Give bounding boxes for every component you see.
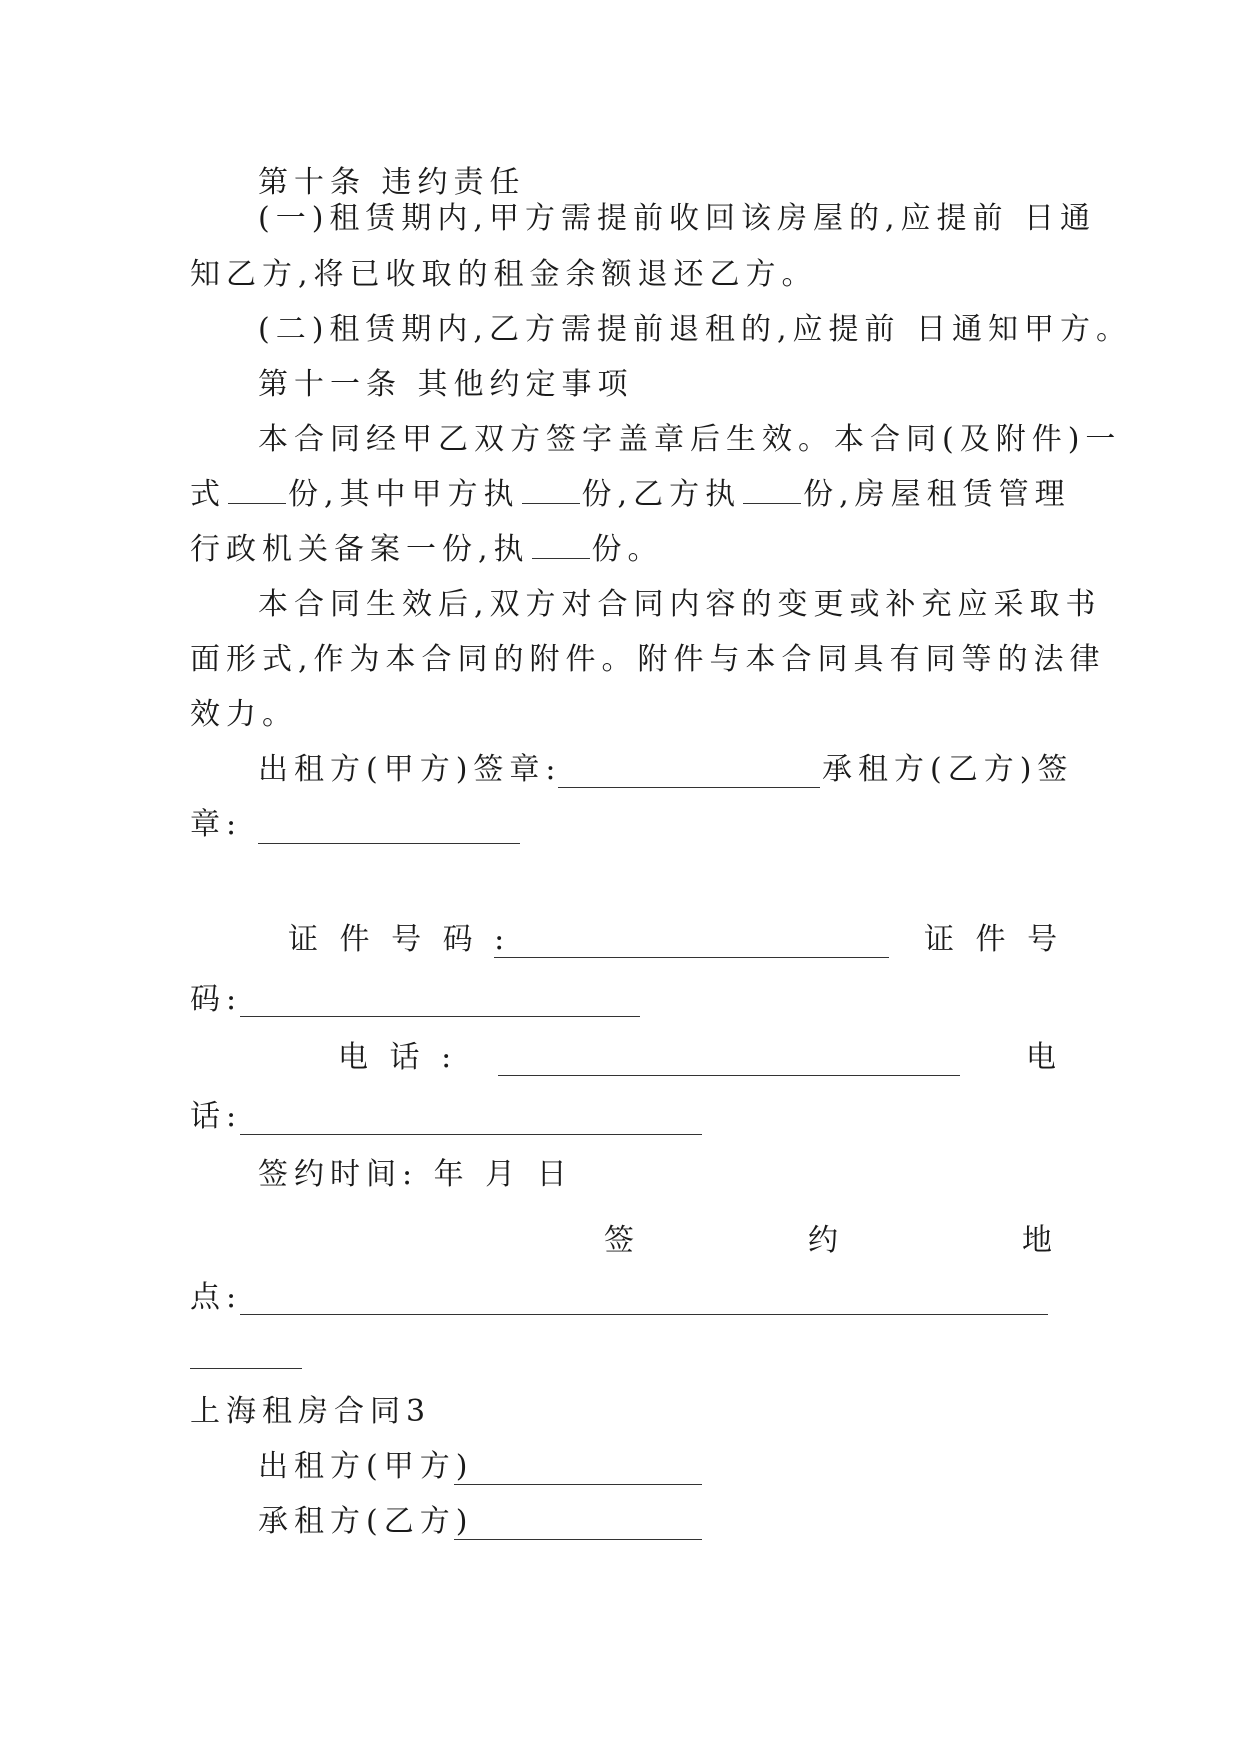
lessee-signature-line[interactable]	[258, 843, 520, 844]
lessee-id-label-a: 证 件 号	[924, 922, 1064, 957]
lessee-phone-label-b: 话:	[190, 1099, 243, 1134]
lessor-copies-blank[interactable]	[522, 475, 580, 504]
next-contract-lessor-label: 出租方(甲方)	[258, 1449, 474, 1484]
signing-place-label-b: 约	[808, 1223, 844, 1258]
lessor-id-line[interactable]	[494, 957, 889, 958]
lessee-signature-label-b: 章:	[190, 807, 243, 842]
lessor-phone-label: 电 话 :	[338, 1040, 458, 1075]
lessor-signature-label: 出租方(甲方)签章:	[258, 752, 562, 787]
article-10-clause-2: (二)租赁期内,乙方需提前退租的,应提前 日通知甲方。	[258, 312, 1133, 347]
lessee-id-line[interactable]	[240, 1016, 640, 1017]
lessee-signature-label-a: 承租方(乙方)签	[822, 752, 1074, 787]
next-contract-lessor-line[interactable]	[454, 1484, 702, 1485]
next-contract-lessee-label: 承租方(乙方)	[258, 1504, 474, 1539]
next-contract-heading: 上海租房合同3	[190, 1394, 432, 1429]
copies-text-e: 行政机关备案一份,执	[190, 532, 530, 567]
copies-text-f: 份。	[591, 532, 664, 567]
signing-place-label-c: 地	[1022, 1223, 1058, 1258]
signing-place-label-d: 点:	[190, 1280, 243, 1315]
signing-place-label-a: 签	[604, 1223, 640, 1258]
article-11-para-2-line-3: 效力。	[190, 697, 298, 732]
copies-text-b: 份,其中甲方执	[288, 477, 520, 512]
article-10-title: 第十条 违约责任	[258, 165, 526, 200]
lessor-phone-line[interactable]	[498, 1075, 960, 1076]
article-11-para-1-line-2	[190, 475, 1071, 515]
signing-date: 签约时间: 年 月 日	[258, 1157, 573, 1192]
lessee-phone-line[interactable]	[240, 1134, 702, 1135]
next-contract-lessee-line[interactable]	[454, 1539, 702, 1540]
article-11-para-2-line-1: 本合同生效后,双方对合同内容的变更或补充应采取书	[258, 587, 1102, 622]
article-10-clause-1-line-1: (一)租赁期内,甲方需提前收回该房屋的,应提前 日通	[258, 201, 1097, 236]
other-copies-blank[interactable]	[532, 530, 590, 559]
lessee-phone-label-a: 电	[1026, 1040, 1062, 1075]
copies-text-a: 式	[190, 477, 226, 512]
signing-place-line[interactable]	[240, 1314, 1048, 1315]
lessee-copies-blank[interactable]	[743, 475, 801, 504]
article-11-para-1-line-3	[190, 530, 664, 570]
article-11-para-1-line-1: 本合同经甲乙双方签字盖章后生效。本合同(及附件)一	[258, 422, 1122, 457]
copies-text-c: 份,乙方执	[581, 477, 742, 512]
signing-place-line-continued[interactable]	[190, 1368, 302, 1369]
lessor-id-label: 证 件 号 码 :	[288, 922, 511, 957]
lessee-id-label-b: 码:	[190, 982, 243, 1017]
lessor-signature-line[interactable]	[558, 787, 820, 788]
article-10-clause-1-line-2: 知乙方,将已收取的租金余额退还乙方。	[190, 257, 818, 292]
copies-text-d: 份,房屋租赁管理	[803, 477, 1071, 512]
article-11-title: 第十一条 其他约定事项	[258, 367, 634, 402]
article-11-para-2-line-2: 面形式,作为本合同的附件。附件与本合同具有同等的法律	[190, 642, 1106, 677]
total-copies-blank[interactable]	[228, 475, 286, 504]
